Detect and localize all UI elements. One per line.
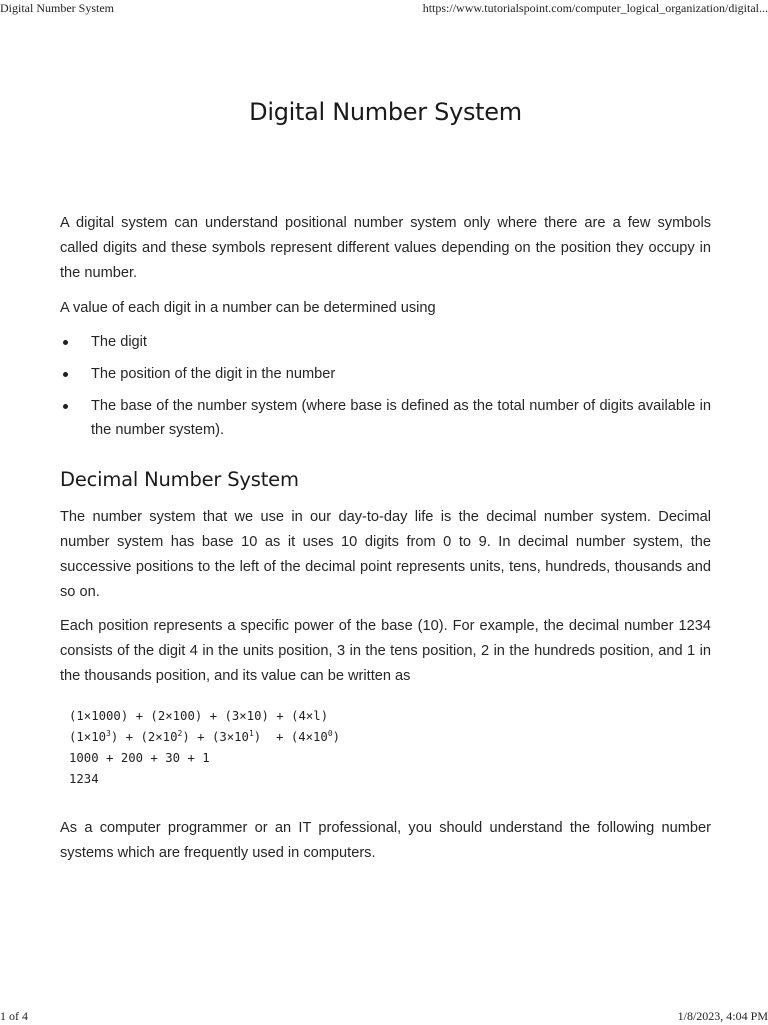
print-footer xyxy=(0,1009,768,1025)
code-line-1: (1×1000) + (2×100) + (3×10) + (4×l) xyxy=(69,709,329,723)
exponent: 1 xyxy=(248,729,254,738)
code-text: (1×10 xyxy=(69,730,107,744)
code-line-3: 1000 + 200 + 30 + 1 xyxy=(69,751,210,765)
bullet-icon xyxy=(63,404,68,409)
bullet-icon xyxy=(63,340,68,345)
exponent: 3 xyxy=(106,729,111,738)
page-number: 1 of 4 xyxy=(0,1009,28,1023)
closing-paragraph: As a computer programmer or an IT professional, you should understand the following number systems which are frequently used in computers. xyxy=(60,820,711,861)
code-block xyxy=(69,706,340,790)
print-header-url: https://www.tutorialspoint.com/computer_logical_organization/digital... xyxy=(422,1,768,15)
exponent: 0 xyxy=(327,729,333,738)
digit-value-list xyxy=(60,330,711,450)
bullet-icon xyxy=(63,372,68,377)
print-datetime: 1/8/2023, 4:04 PM xyxy=(677,1009,768,1023)
section-heading-decimal: Decimal Number System xyxy=(60,468,299,491)
list-item xyxy=(60,394,711,442)
code-text: ) + (3×10 xyxy=(182,730,249,744)
intro-paragraph: A digital system can understand positional number system only where there are a few symbols called digits and these symbols represent different values depending on the position they occupy in the number. xyxy=(60,215,711,281)
decimal-paragraph-2: Each position represents a specific power of the base (10). For example, the decimal number 1234 consists of the digit 4 in the units position, 3 in the tens position, 2 in the hundreds position, and 1 in the thousands position, and its value can be written as xyxy=(60,618,711,684)
code-text: ) + (2×10 xyxy=(110,730,178,744)
print-header xyxy=(0,1,768,17)
list-item xyxy=(60,330,711,354)
decimal-paragraph-1: The number system that we use in our day-to-day life is the decimal number system. Decimal number system has base 10 as it uses 10 digits from 0 to 9. In decimal number system, the successive positions to the left of the decimal point represents units, tens, hundreds, thousands and so on. xyxy=(60,509,711,600)
code-text: ) xyxy=(332,730,341,744)
page-title: Digital Number System xyxy=(249,98,522,126)
list-item-text: The base of the number system (where base is defined as the total number of digits available in the number system). xyxy=(91,398,711,438)
code-line-4: 1234 xyxy=(69,772,99,786)
list-item xyxy=(60,362,711,386)
exponent: 2 xyxy=(177,729,183,738)
value-lead-paragraph: A value of each digit in a number can be determined using xyxy=(60,300,436,316)
list-item-text: The digit xyxy=(91,334,147,350)
code-line-2 xyxy=(69,727,340,748)
code-text: ) + (4×10 xyxy=(253,730,328,744)
list-item-text: The position of the digit in the number xyxy=(91,366,336,382)
print-header-title: Digital Number System xyxy=(0,1,114,15)
